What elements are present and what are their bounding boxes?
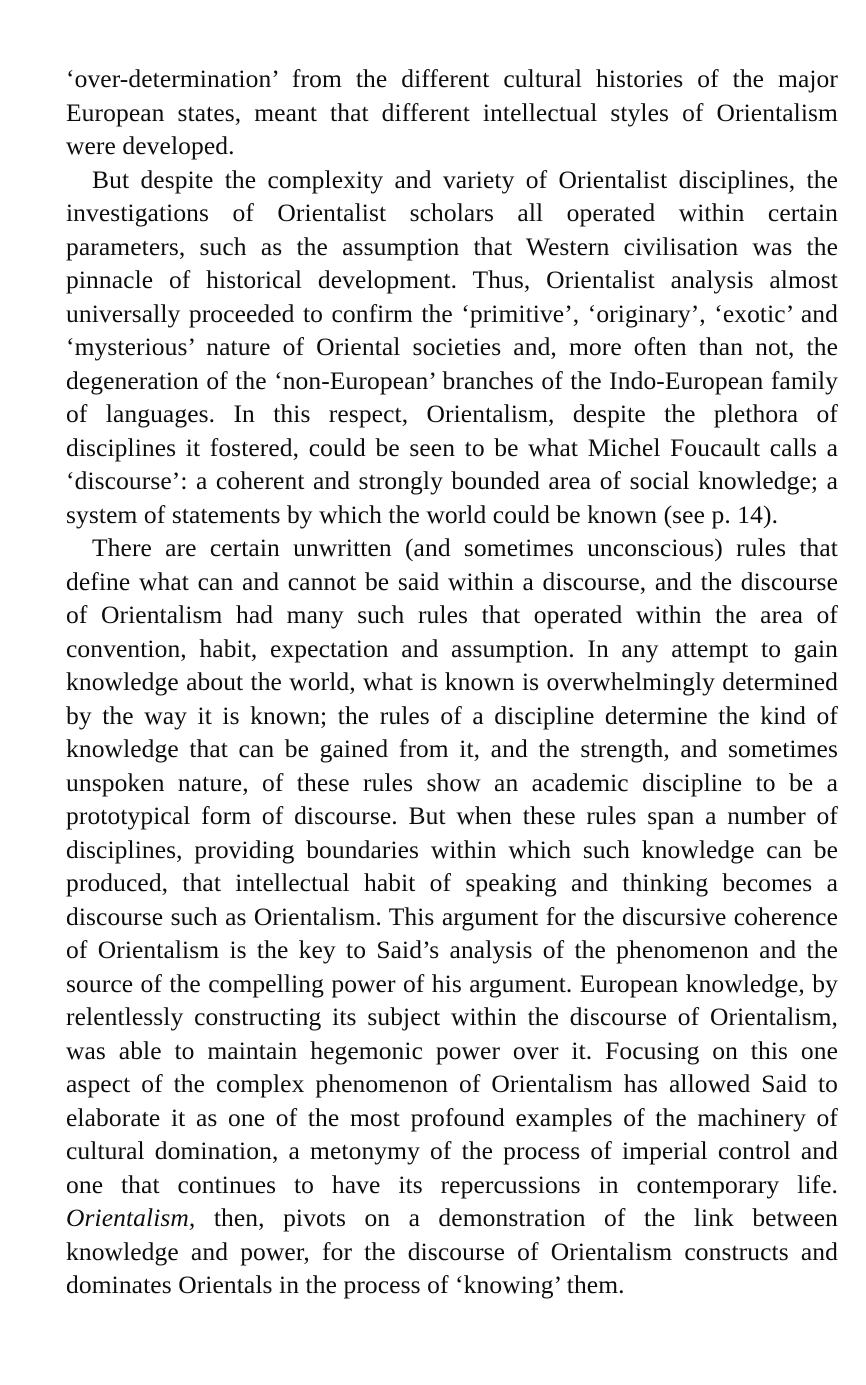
paragraph-3-text-part-2: then, pivots on a demonstration of the link between knowledge and power, for the discourse of Orientalism constructs and dominates Orientals in the process of ‘knowing’ them. <box>66 1203 838 1299</box>
paragraph-2-text: But despite the complexity and variety of Orientalist disciplines, the investigations of Orientalist scholars all operated within certain parameters, such as the assumption that Western civilisation was the pinnacle of historical development. Thus, Orientalist analysis almost universally proceeded to confirm the ‘primitive’, ‘originary’, ‘exotic’ and ‘mysterious’ nature of Oriental societies and, more often than not, the degeneration of the ‘non-European’ branches of the Indo-European family of languages. In this respect, Orientalism, despite the plethora of disciplines it fostered, could be seen to be what Michel Foucault calls a ‘discourse’: a coherent and strongly bounded area of social knowledge; a system of statements by which the world could be known (see p. 14). <box>66 164 838 529</box>
paragraph-3-text-part-1: There are certain unwritten (and sometimes unconscious) rules that define what can and cannot be said within a discourse, and the discourse of Orientalism had many such rules that operated within the area of convention, habit, expectation and assumption. In any attempt to gain knowledge about the world, what is known is overwhelmingly determined by the way it is known; the rules of a discipline determine the kind of knowledge that can be gained from it, and the strength, and sometimes unspoken nature, of these rules show an academic discipline to be a prototypical form of discourse. But when these rules span a number of disciplines, providing boundaries within which such knowledge can be produced, that intellectual habit of speaking and thinking becomes a discourse such as Orientalism. This argument for the discursive coherence of Orientalism is the key to Said’s analysis of the phenomenon and the source of the compelling power of his argument. European knowledge, by relentlessly constructing its subject within the discourse of Orientalism, was able to maintain hegemonic power over it. Focusing on this one aspect of the complex phenomenon of Orientalism has allowed Said to elaborate it as one of the most profound examples of the machinery of cultural domination, a metonymy of the process of imperial control and one that continues to have its repercussions in contemporary life. <box>66 533 838 1199</box>
paragraph-2 <box>66 163 838 532</box>
page-body-text <box>66 62 838 1302</box>
paragraph-1-text: ‘over-determination’ from the different cultural histories of the major European states, meant that different intellectual styles of Orientalism were developed. <box>66 64 838 160</box>
paragraph-1 <box>66 62 838 163</box>
book-title-orientalism: Orientalism, <box>66 1203 196 1232</box>
paragraph-3 <box>66 531 838 1302</box>
